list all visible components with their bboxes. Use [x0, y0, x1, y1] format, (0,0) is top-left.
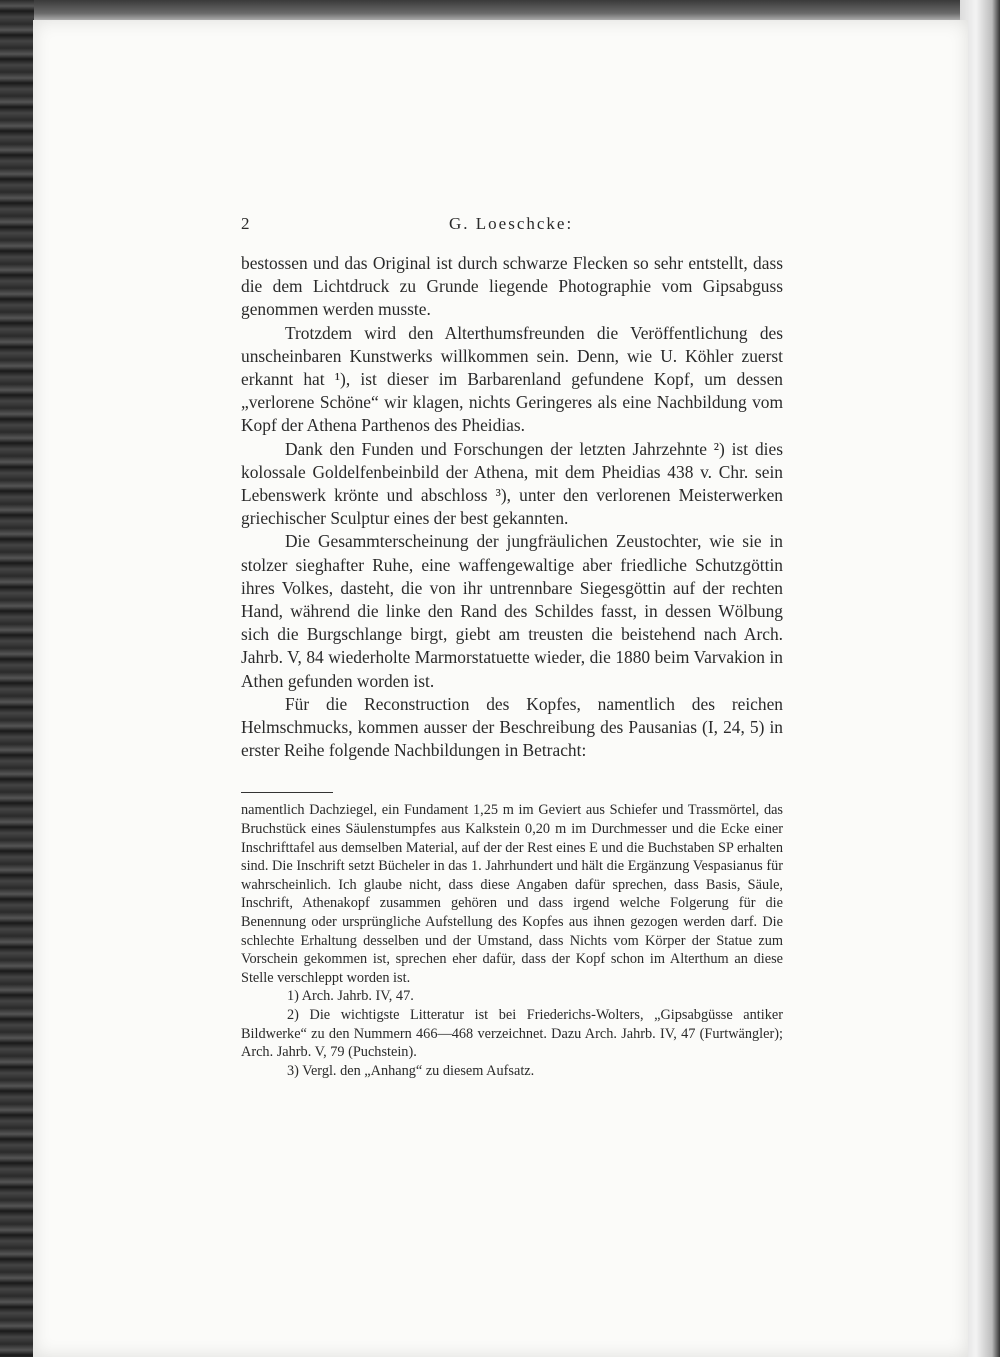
footnote-continuation: namentlich Dachziegel, ein Fundament 1,25 m im Geviert aus Schiefer und Trassmörtel, das Bruchstück eines Säulenstumpfes aus Kalkstein 0,20 m im Durchmesser und die Ecke einer Inschrifttafel aus demselben Material, auf der der Rest eines E und die Buchstaben SP erhalten sind. Die Inschrift setzt Bücheler in das 1. Jahrhundert und hält die Ergänzung Vespasianus für wahrscheinlich. Ich glaube nicht, dass diese Angaben dafür sprechen, dass Basis, Säule, Inschrift, Athenakopf zusammen gehören und dass irgend welche Folgerung für die Benennung oder ursprüngliche Aufstellung des Kopfes aus ihnen gezogen werden darf. Die schlechte Erhaltung desselben und der Umstand, dass Nichts vom Körper der Statue zum Vorschein gekommen ist, sprechen eher dafür, dass der Kopf schon im Alterthum an diese Stelle verschleppt worden ist. [241, 802, 783, 986]
footnote: 3) Vergl. den „Anhang“ zu diesem Aufsatz. [287, 1062, 535, 1079]
footnote: 2) Die wichtigste Litteratur ist bei Friederichs-Wolters, „Gipsabgüsse antiker Bildwerke“ zu den Nummern 466—468 verzeichnet. Dazu Arch. Jahrb. IV, 47 (Furtwängler); Arch. Jahrb. V, 79 (Puchstein). [241, 1007, 783, 1061]
footnotes [241, 801, 783, 1080]
text-block [241, 214, 783, 1080]
paragraph: Trotzdem wird den Alterthumsfreunden die Veröffentlichung des unscheinbaren Kunstwerks willkommen sein. Denn, wie U. Köhler zuerst erkannt hat ¹), ist dieser im Barbarenland gefundene Kopf, um dessen „verlorene Schöne“ wir klagen, nichts Geringeres als eine Nachbildung vom Kopf der Athena Parthenos des Pheidias. [241, 322, 783, 436]
paragraph: Für die Reconstruction des Kopfes, namentlich des reichen Helmschmucks, kommen ausser der Beschreibung des Pausanias (I, 24, 5) in erster Reihe folgende Nachbildungen in Betracht: [241, 693, 783, 761]
page-number: 2 [241, 214, 251, 233]
paragraph: Die Gesammterscheinung der jungfräulichen Zeustochter, wie sie in stolzer sieghafter Ruhe, eine waffengewaltige aber friedliche Schutzgöttin ihres Volkes, dasteht, die von ihr untrennbare Siegesgöttin auf der rechten Hand, während die linke den Rand des Schildes fasst, in dessen Wölbung sich die Burgschlange birgt, giebt am treusten die beistehend nach Arch. Jahrb. V, 84 wiederholte Marmorstatuette wieder, die 1880 beim Varvakion in Athen gefunden worden ist. [241, 531, 783, 691]
body-text [241, 252, 783, 762]
footnote: 1) Arch. Jahrb. IV, 47. [287, 988, 414, 1005]
footnote-separator [241, 792, 333, 793]
book-binding-edge [0, 0, 34, 1357]
paragraph: bestossen und das Original ist durch schwarze Flecken so sehr entstellt, dass die dem Lichtdruck zu Grunde liegende Photographie vom Gipsabguss genommen werden musste. [241, 253, 783, 320]
page-header [241, 214, 783, 240]
running-head: G. Loeschcke: [449, 214, 574, 233]
paragraph: Dank den Funden und Forschungen der letzten Jahrzehnte ²) ist dies kolossale Goldelfenbeinbild der Athena, mit dem Pheidias 438 v. Chr. sein Lebenswerk krönte und abschloss ³), unter den verlorenen Meisterwerken griechischer Sculptur eines der best gekannten. [241, 438, 783, 529]
scan-top-edge [0, 0, 1000, 22]
